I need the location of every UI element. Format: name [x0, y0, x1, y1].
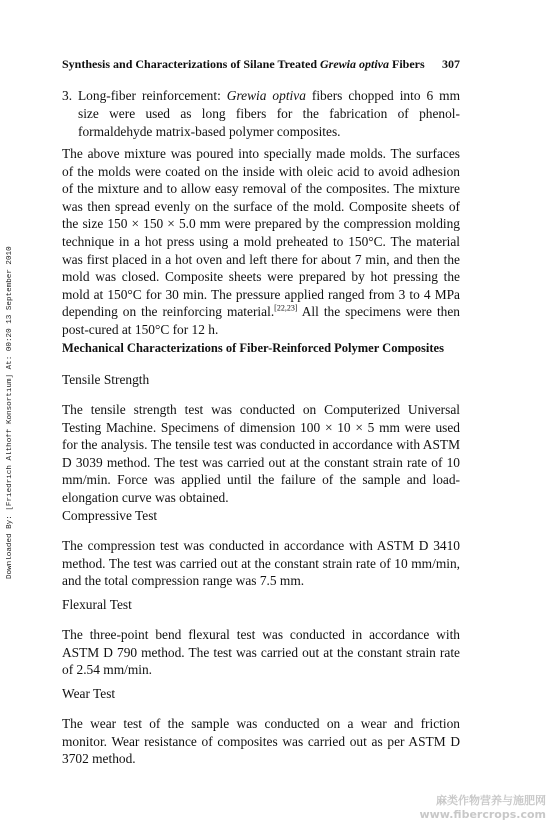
citation-ref: [22,23] [274, 303, 298, 313]
running-header [62, 57, 460, 72]
list-item-long-fiber [62, 87, 460, 141]
paragraph-wear: The wear test of the sample was conducted on a wear and friction monitor. Wear resistance of composites was carried out as per ASTM D 3702 method. [62, 716, 460, 767]
download-stamp: Downloaded By: [Friedrich Althoff Konsortium] At: 00:20 13 September 2010 [6, 246, 14, 580]
running-title-part1: Synthesis and Characterizations of Silane Treated [62, 57, 321, 71]
paragraph-compressive: The compression test was conducted in accordance with ASTM D 3410 method. The test was carried out at the constant strain rate of 10 mm/min, and the total compression range was 7.5 mm. [62, 538, 460, 589]
list-item-text-start: Long-fiber reinforcement: [78, 88, 227, 103]
running-title [62, 57, 425, 72]
site-watermark [419, 794, 546, 822]
page-number: 307 [442, 57, 460, 71]
subheading-compressive: Compressive Test [62, 508, 158, 523]
paragraph-flexural: The three-point bend flexural test was conducted in accordance with ASTM D 790 method. The test was carried out at the constant strain rate of 2.54 mm/min. [62, 627, 460, 678]
paragraph-tensile: The tensile strength test was conducted on Computerized Universal Testing Machine. Specimens of dimension 100 × 10 × 5 mm were used for the analysis. The tensile test was conducted in accordance with ASTM D 3039 method. The test was carried out at the constant strain rate of 10 mm/min. Force was applied until the failure of the sample and load-elongation curve was obtained. [62, 402, 460, 505]
running-title-species: Grewia optiva [320, 57, 390, 71]
list-item-text-end: fibers chopped into 6 mm size were used as long fibers for the fabrication of phenol-formaldehyde matrix-based polymer composites. [78, 88, 460, 139]
molding-text-end: All the specimens were then post-cured at 150°C for 12 h. [62, 304, 460, 337]
list-item-species: Grewia optiva [226, 88, 306, 103]
paragraph-molding [62, 145, 460, 339]
running-title-part2: Fibers [389, 57, 425, 71]
subheading-wear: Wear Test [62, 686, 116, 701]
subheading-flexural: Flexural Test [62, 597, 132, 612]
subheading-tensile: Tensile Strength [62, 372, 150, 387]
list-item-text [78, 87, 460, 141]
watermark-url: www.fibercrops.com [419, 808, 546, 821]
list-item-number: 3. [62, 88, 73, 103]
molding-text: The above mixture was poured into specially made molds. The surfaces of the molds were coated on the inside with oleic acid to avoid adhesion of the mixture and to allow easy removal of the composites. The mixture was then spread evenly on the surface of the mold. Composite sheets of the size 150 × 150 × 5.0 mm were prepared by the compression molding technique in a hot press using a mold preheated to 150°C. The material was first placed in a hot oven and left there for about 7 min, and then the mold was closed. Composite sheets were prepared by hot pressing the mold at 150°C for 30 min. The pressure applied ranged from 3 to 4 MPa depending on the reinforcing material. [62, 146, 460, 320]
watermark-name: 麻类作物营养与施肥网 [436, 794, 546, 807]
section-heading: Mechanical Characterizations of Fiber-Reinforced Polymer Composites [62, 341, 444, 355]
